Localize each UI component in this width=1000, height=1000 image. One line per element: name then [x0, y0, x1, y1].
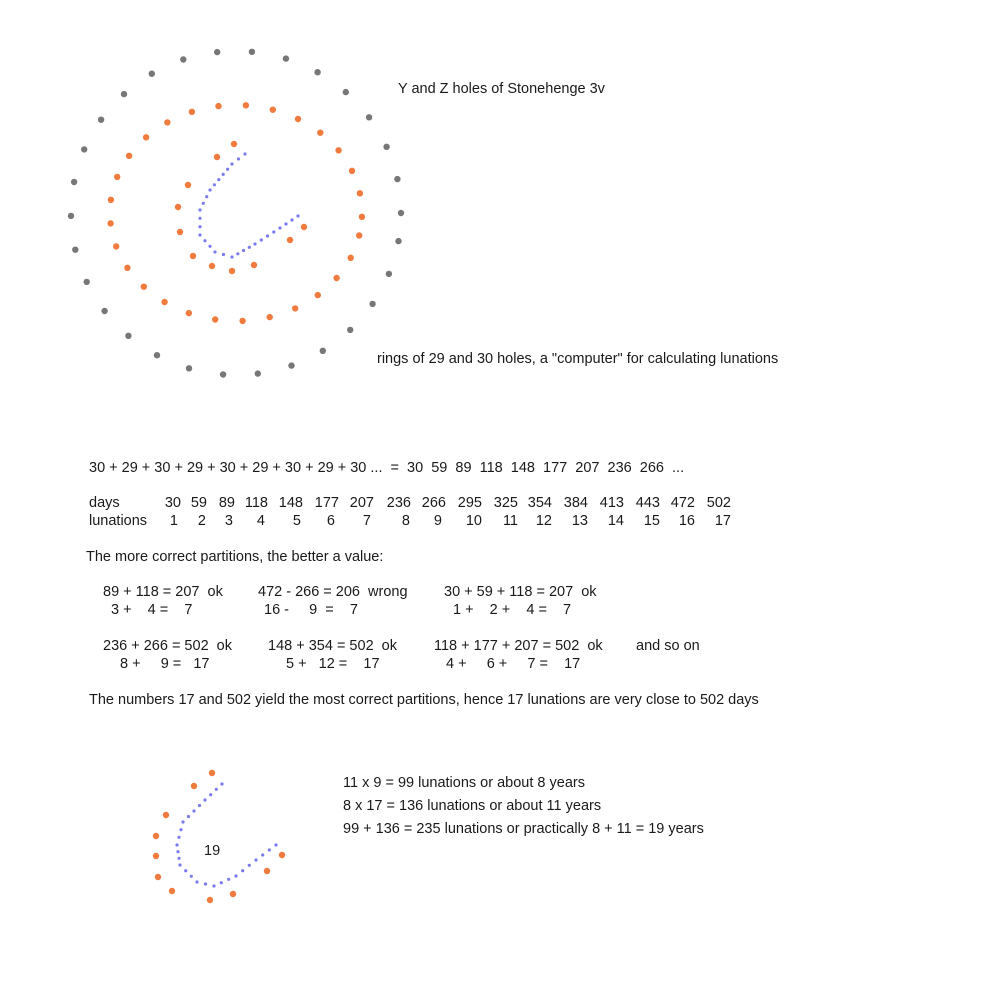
- days-cell: 443: [635, 495, 660, 511]
- inner-ring-hole: [186, 310, 192, 316]
- example-1-days: 89 + 118 = 207 ok: [103, 584, 223, 600]
- inner-ring-hole: [143, 134, 149, 140]
- outer-ring-hole: [343, 89, 349, 95]
- small-spiral-marker: [184, 869, 187, 872]
- lunations-cell: 2: [197, 513, 206, 529]
- spiral-marker: [284, 222, 287, 225]
- outer-ring-hole: [125, 333, 131, 339]
- inner-ring-hole: [287, 237, 293, 243]
- lunations-cell: 6: [326, 513, 335, 529]
- inner-ring-hole: [214, 154, 220, 160]
- small-spiral-marker: [177, 836, 180, 839]
- inner-ring-hole: [231, 141, 237, 147]
- inner-ring-hole: [349, 168, 355, 174]
- outer-ring-hole: [314, 69, 320, 75]
- days-cell: 59: [190, 495, 207, 511]
- nineteen-year-diagram: [153, 770, 285, 903]
- small-spiral-marker: [268, 848, 271, 851]
- small-spiral-marker: [234, 874, 237, 877]
- example-1-lunations: 3 + 4 = 7: [111, 602, 193, 618]
- small-diagram-label: 19: [204, 843, 221, 859]
- small-spiral-marker: [176, 850, 179, 853]
- inner-ring-hole: [357, 190, 363, 196]
- sequence-line: 30 + 29 + 30 + 29 + 30 + 29 + 30 + 29 + 30 ... = 30 59 89 118 148 177 207 236 266 ...: [89, 460, 685, 476]
- partitions-intro: The more correct partitions, the better a value:: [86, 549, 384, 565]
- outer-ring-hole: [101, 308, 107, 314]
- spiral-marker: [198, 208, 201, 211]
- inner-ring-hole: [164, 119, 170, 125]
- spiral-marker: [272, 230, 275, 233]
- small-ring-hole: [279, 852, 285, 858]
- lunations-cell: 13: [571, 513, 588, 529]
- inner-ring-hole: [292, 305, 298, 311]
- small-spiral-marker: [215, 788, 218, 791]
- lunations-cell: 11: [502, 513, 518, 529]
- small-spiral-marker: [254, 858, 257, 861]
- diagram-caption: rings of 29 and 30 holes, a "computer" for calculating lunations: [377, 351, 779, 367]
- example-2-lunations: 16 - 9 = 7: [264, 602, 358, 618]
- inner-ring-hole: [243, 102, 249, 108]
- small-spiral-marker: [198, 804, 201, 807]
- days-cell: 30: [164, 495, 181, 511]
- small-spiral-marker: [248, 864, 251, 867]
- lunations-cell: 7: [362, 513, 371, 529]
- outer-ring-hole: [320, 348, 326, 354]
- small-ring-hole: [155, 874, 161, 880]
- outer-ring-hole: [394, 176, 400, 182]
- inner-ring-hole: [359, 214, 365, 220]
- spiral-marker: [248, 246, 251, 249]
- small-ring-hole: [169, 888, 175, 894]
- inner-ring-hole: [177, 229, 183, 235]
- outer-ring-hole: [383, 144, 389, 150]
- days-cell: 502: [706, 495, 731, 511]
- inner-ring-hole: [270, 107, 276, 113]
- small-spiral-marker: [203, 798, 206, 801]
- days-cell: 384: [563, 495, 588, 511]
- spiral-marker: [202, 202, 205, 205]
- small-ring-hole: [264, 868, 270, 874]
- small-ring-hole: [230, 891, 236, 897]
- spiral-marker: [243, 152, 246, 155]
- lunations-cell: 3: [224, 513, 233, 529]
- outer-ring-hole: [369, 301, 375, 307]
- inner-ring-hole: [295, 116, 301, 122]
- spiral-marker: [198, 225, 201, 228]
- days-row-label: days: [89, 495, 120, 511]
- spiral-marker: [237, 157, 240, 160]
- days-cell: 236: [386, 495, 411, 511]
- inner-ring-hole: [141, 284, 147, 290]
- outer-ring-hole: [84, 279, 90, 285]
- spiral-marker: [230, 255, 233, 258]
- outer-ring-hole: [283, 55, 289, 61]
- spiral-marker: [236, 252, 239, 255]
- days-cell: 118: [244, 495, 268, 511]
- outer-ring-hole: [186, 365, 192, 371]
- spiral-marker: [198, 233, 201, 236]
- inner-ring-hole: [189, 109, 195, 115]
- inner-ring-hole: [317, 130, 323, 136]
- inner-ring-hole: [348, 255, 354, 261]
- small-spiral-marker: [195, 880, 198, 883]
- inner-ring-hole: [175, 204, 181, 210]
- example-5-lunations: 5 + 12 = 17: [286, 656, 380, 672]
- days-cell: 177: [314, 495, 339, 511]
- outer-ring-hole: [288, 362, 294, 368]
- inner-ring-hole: [126, 153, 132, 159]
- outer-ring-hole: [255, 370, 261, 376]
- small-spiral-marker: [177, 857, 180, 860]
- outer-ring-hole: [68, 213, 74, 219]
- outer-ring-hole: [98, 117, 104, 123]
- spiral-marker: [217, 178, 220, 181]
- small-spiral-marker: [181, 820, 184, 823]
- inner-ring-hole: [239, 318, 245, 324]
- small-ring-hole: [209, 770, 215, 776]
- spiral-marker: [208, 245, 211, 248]
- example-6-days: 118 + 177 + 207 = 502 ok: [434, 638, 603, 654]
- inner-ring-hole: [209, 263, 215, 269]
- inner-ring-hole: [107, 220, 113, 226]
- small-spiral-marker: [220, 782, 223, 785]
- inner-ring-hole: [335, 147, 341, 153]
- outer-ring-hole: [347, 327, 353, 333]
- spiral-marker: [213, 183, 216, 186]
- lunations-row-label: lunations: [89, 513, 148, 529]
- lunations-cell: 1: [169, 513, 178, 529]
- spiral-marker: [213, 250, 216, 253]
- inner-ring-hole: [190, 253, 196, 259]
- outer-ring-hole: [249, 49, 255, 55]
- spiral-marker: [266, 234, 269, 237]
- small-ring-hole: [163, 812, 169, 818]
- inner-ring-hole: [108, 197, 114, 203]
- outer-ring-hole: [386, 271, 392, 277]
- outer-ring-hole: [220, 371, 226, 377]
- outer-ring-hole: [180, 56, 186, 62]
- days-cell: 89: [218, 495, 235, 511]
- inner-ring-hole: [185, 182, 191, 188]
- stonehenge-rings-diagram: [68, 49, 404, 378]
- inner-ring-hole: [229, 268, 235, 274]
- small-spiral-marker: [190, 875, 193, 878]
- inner-ring-hole: [267, 314, 273, 320]
- outer-ring-hole: [149, 71, 155, 77]
- small-spiral-marker: [178, 863, 181, 866]
- inner-ring-hole: [333, 275, 339, 281]
- inner-ring-hole: [315, 292, 321, 298]
- outer-ring-hole: [154, 352, 160, 358]
- small-spiral-marker: [220, 881, 223, 884]
- small-ring-hole: [153, 833, 159, 839]
- spiral-marker: [253, 242, 256, 245]
- spiral-marker: [198, 217, 201, 220]
- small-spiral-marker: [204, 882, 207, 885]
- example-6-lunations: 4 + 6 + 7 = 17: [446, 656, 581, 672]
- inner-ring-hole: [124, 265, 130, 271]
- days-cell: 472: [670, 495, 695, 511]
- days-cell: 295: [457, 495, 482, 511]
- days-cell: 148: [278, 495, 303, 511]
- small-ring-hole: [191, 783, 197, 789]
- spiral-marker: [205, 195, 208, 198]
- lunations-cell: 5: [292, 513, 301, 529]
- outer-ring-hole: [395, 238, 401, 244]
- example-2-days: 472 - 266 = 206 wrong: [258, 584, 408, 600]
- days-cell: 266: [421, 495, 446, 511]
- small-spiral-marker: [274, 843, 277, 846]
- outer-ring-hole: [72, 247, 78, 253]
- inner-ring-hole: [356, 232, 362, 238]
- years-line-2: 8 x 17 = 136 lunations or about 11 years: [343, 798, 602, 814]
- inner-ring-hole: [113, 243, 119, 249]
- conclusion: The numbers 17 and 502 yield the most correct partitions, hence 17 lunations are very close to 502 days: [89, 692, 759, 708]
- spiral-marker: [242, 249, 245, 252]
- small-spiral-marker: [212, 884, 215, 887]
- small-spiral-marker: [192, 809, 195, 812]
- small-spiral-marker: [241, 869, 244, 872]
- outer-ring-hole: [214, 49, 220, 55]
- small-ring-hole: [153, 853, 159, 859]
- lunations-cell: 15: [643, 513, 660, 529]
- small-spiral-marker: [187, 815, 190, 818]
- small-spiral-marker: [179, 828, 182, 831]
- spiral-marker: [203, 239, 206, 242]
- days-cell: 207: [349, 495, 374, 511]
- example-4-lunations: 8 + 9 = 17: [120, 656, 210, 672]
- outer-ring-hole: [366, 114, 372, 120]
- days-cell: 354: [527, 495, 552, 511]
- lunations-cell: 12: [535, 513, 552, 529]
- and-so-on: and so on: [636, 638, 700, 654]
- lunations-cell: 16: [678, 513, 695, 529]
- spiral-marker: [296, 214, 299, 217]
- days-cell: 413: [599, 495, 624, 511]
- lunations-cell: 10: [465, 513, 482, 529]
- small-spiral-marker: [227, 878, 230, 881]
- lunations-cell: 8: [401, 513, 410, 529]
- years-line-3: 99 + 136 = 235 lunations or practically 8 + 11 = 19 years: [343, 821, 704, 837]
- spiral-marker: [278, 226, 281, 229]
- spiral-marker: [222, 173, 225, 176]
- inner-ring-hole: [212, 316, 218, 322]
- small-spiral-marker: [209, 793, 212, 796]
- diagram-title: Y and Z holes of Stonehenge 3v: [398, 81, 605, 97]
- inner-ring-hole: [114, 174, 120, 180]
- example-5-days: 148 + 354 = 502 ok: [268, 638, 397, 654]
- outer-ring-hole: [71, 179, 77, 185]
- inner-ring-hole: [215, 103, 221, 109]
- example-3-lunations: 1 + 2 + 4 = 7: [453, 602, 572, 618]
- years-line-1: 11 x 9 = 99 lunations or about 8 years: [343, 775, 585, 791]
- lunations-cell: 14: [607, 513, 624, 529]
- outer-ring-hole: [398, 210, 404, 216]
- lunations-cell: 17: [714, 513, 731, 529]
- spiral-marker: [290, 218, 293, 221]
- spiral-marker: [260, 238, 263, 241]
- small-spiral-marker: [175, 843, 178, 846]
- spiral-marker: [230, 162, 233, 165]
- outer-ring-hole: [81, 146, 87, 152]
- small-spiral-marker: [261, 853, 264, 856]
- outer-ring-hole: [121, 91, 127, 97]
- inner-ring-hole: [161, 299, 167, 305]
- lunations-cell: 4: [256, 513, 265, 529]
- lunations-cell: 9: [433, 513, 442, 529]
- spiral-marker: [222, 253, 225, 256]
- inner-ring-hole: [301, 224, 307, 230]
- small-ring-hole: [207, 897, 213, 903]
- spiral-marker: [208, 188, 211, 191]
- example-3-days: 30 + 59 + 118 = 207 ok: [444, 584, 597, 600]
- inner-ring-hole: [251, 262, 257, 268]
- days-cell: 325: [493, 495, 518, 511]
- spiral-marker: [226, 168, 229, 171]
- example-4-days: 236 + 266 = 502 ok: [103, 638, 232, 654]
